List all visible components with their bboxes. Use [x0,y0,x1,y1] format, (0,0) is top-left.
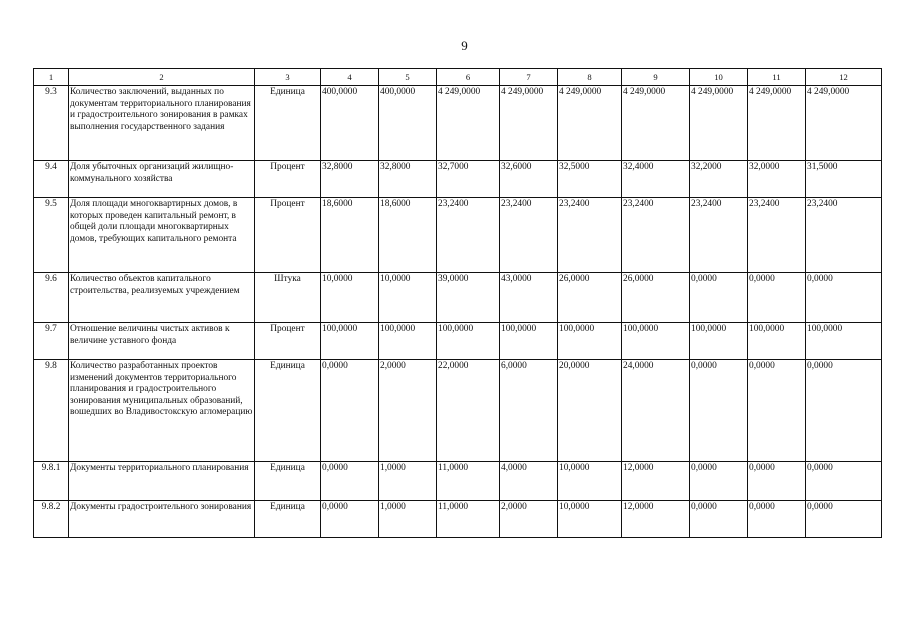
table-row [34,198,882,273]
value-cell: 2,0000 [379,360,437,462]
value-cell: 12,0000 [622,501,690,538]
value-cell: 32,0000 [748,161,806,198]
value-cell: 32,5000 [558,161,622,198]
row-number: 9.8 [34,360,69,462]
value-cell: 23,2400 [558,198,622,273]
row-number: 9.4 [34,161,69,198]
table-row [34,462,882,501]
row-number: 9.6 [34,273,69,323]
value-cell: 32,7000 [437,161,500,198]
column-header: 6 [437,69,500,86]
value-cell: 23,2400 [437,198,500,273]
unit-cell: Штука [255,273,321,323]
unit-cell: Единица [255,501,321,538]
value-cell: 0,0000 [690,501,748,538]
value-cell: 4 249,0000 [806,86,882,161]
value-cell: 0,0000 [748,273,806,323]
value-cell: 24,0000 [622,360,690,462]
value-cell: 100,0000 [690,323,748,360]
value-cell: 100,0000 [437,323,500,360]
value-cell: 2,0000 [500,501,558,538]
value-cell: 32,8000 [379,161,437,198]
value-cell: 10,0000 [558,501,622,538]
column-header: 10 [690,69,748,86]
indicators-table [33,68,882,538]
value-cell: 23,2400 [622,198,690,273]
value-cell: 32,4000 [622,161,690,198]
column-header: 3 [255,69,321,86]
table-row [34,323,882,360]
value-cell: 26,0000 [558,273,622,323]
value-cell: 1,0000 [379,462,437,501]
value-cell: 0,0000 [806,462,882,501]
unit-cell: Единица [255,462,321,501]
page-number: 9 [461,38,468,53]
value-cell: 6,0000 [500,360,558,462]
value-cell: 100,0000 [321,323,379,360]
value-cell: 100,0000 [500,323,558,360]
value-cell: 0,0000 [321,360,379,462]
column-header: 12 [806,69,882,86]
indicator-name: Документы градостроительного зонирования [69,501,255,538]
value-cell: 4 249,0000 [437,86,500,161]
value-cell: 0,0000 [321,462,379,501]
value-cell: 100,0000 [806,323,882,360]
value-cell: 400,0000 [321,86,379,161]
value-cell: 0,0000 [806,273,882,323]
indicator-name: Количество заключений, выданных по документам территориального планирования и градостроительного зонирования в рамках выполнения государственного задания [69,86,255,161]
value-cell: 0,0000 [690,360,748,462]
column-header: 1 [34,69,69,86]
value-cell: 12,0000 [622,462,690,501]
column-header: 9 [622,69,690,86]
unit-cell: Единица [255,360,321,462]
header-row [34,69,882,86]
column-header: 7 [500,69,558,86]
value-cell: 4 249,0000 [558,86,622,161]
table-row [34,86,882,161]
column-header: 11 [748,69,806,86]
value-cell: 4 249,0000 [622,86,690,161]
value-cell: 10,0000 [379,273,437,323]
table-row [34,273,882,323]
row-number: 9.7 [34,323,69,360]
indicator-name: Количество разработанных проектов изменений документов территориального планирования и градостроительного зонирования муниципальных образований, вошедших во Владивостокскую агломерацию [69,360,255,462]
value-cell: 26,0000 [622,273,690,323]
table-row [34,161,882,198]
value-cell: 31,5000 [806,161,882,198]
value-cell: 4 249,0000 [690,86,748,161]
value-cell: 22,0000 [437,360,500,462]
unit-cell: Единица [255,86,321,161]
row-number: 9.5 [34,198,69,273]
value-cell: 18,6000 [379,198,437,273]
value-cell: 100,0000 [558,323,622,360]
value-cell: 400,0000 [379,86,437,161]
value-cell: 1,0000 [379,501,437,538]
value-cell: 32,8000 [321,161,379,198]
table-row [34,360,882,462]
indicator-name: Доля убыточных организаций жилищно-коммунального хозяйства [69,161,255,198]
row-number: 9.3 [34,86,69,161]
value-cell: 0,0000 [806,360,882,462]
value-cell: 0,0000 [806,501,882,538]
value-cell: 32,2000 [690,161,748,198]
column-header: 2 [69,69,255,86]
value-cell: 20,0000 [558,360,622,462]
value-cell: 23,2400 [500,198,558,273]
value-cell: 4 249,0000 [500,86,558,161]
value-cell: 0,0000 [748,360,806,462]
value-cell: 10,0000 [321,273,379,323]
value-cell: 23,2400 [748,198,806,273]
unit-cell: Процент [255,323,321,360]
table-row [34,501,882,538]
value-cell: 0,0000 [690,462,748,501]
indicator-name: Количество объектов капитального строительства, реализуемых учреждением [69,273,255,323]
value-cell: 18,6000 [321,198,379,273]
value-cell: 39,0000 [437,273,500,323]
value-cell: 100,0000 [622,323,690,360]
row-number: 9.8.2 [34,501,69,538]
value-cell: 100,0000 [379,323,437,360]
value-cell: 11,0000 [437,501,500,538]
indicator-name: Отношение величины чистых активов к величине уставного фонда [69,323,255,360]
value-cell: 10,0000 [558,462,622,501]
column-header: 4 [321,69,379,86]
value-cell: 100,0000 [748,323,806,360]
value-cell: 32,6000 [500,161,558,198]
value-cell: 4 249,0000 [748,86,806,161]
indicator-name: Документы территориального планирования [69,462,255,501]
column-header: 5 [379,69,437,86]
column-header: 8 [558,69,622,86]
value-cell: 4,0000 [500,462,558,501]
value-cell: 0,0000 [748,462,806,501]
value-cell: 23,2400 [690,198,748,273]
value-cell: 0,0000 [748,501,806,538]
value-cell: 11,0000 [437,462,500,501]
value-cell: 0,0000 [690,273,748,323]
value-cell: 43,0000 [500,273,558,323]
value-cell: 23,2400 [806,198,882,273]
unit-cell: Процент [255,198,321,273]
value-cell: 0,0000 [321,501,379,538]
indicator-name: Доля площади многоквартирных домов, в которых проведен капитальный ремонт, в общей доли площади многоквартирных домов, требующих капитального ремонта [69,198,255,273]
unit-cell: Процент [255,161,321,198]
row-number: 9.8.1 [34,462,69,501]
